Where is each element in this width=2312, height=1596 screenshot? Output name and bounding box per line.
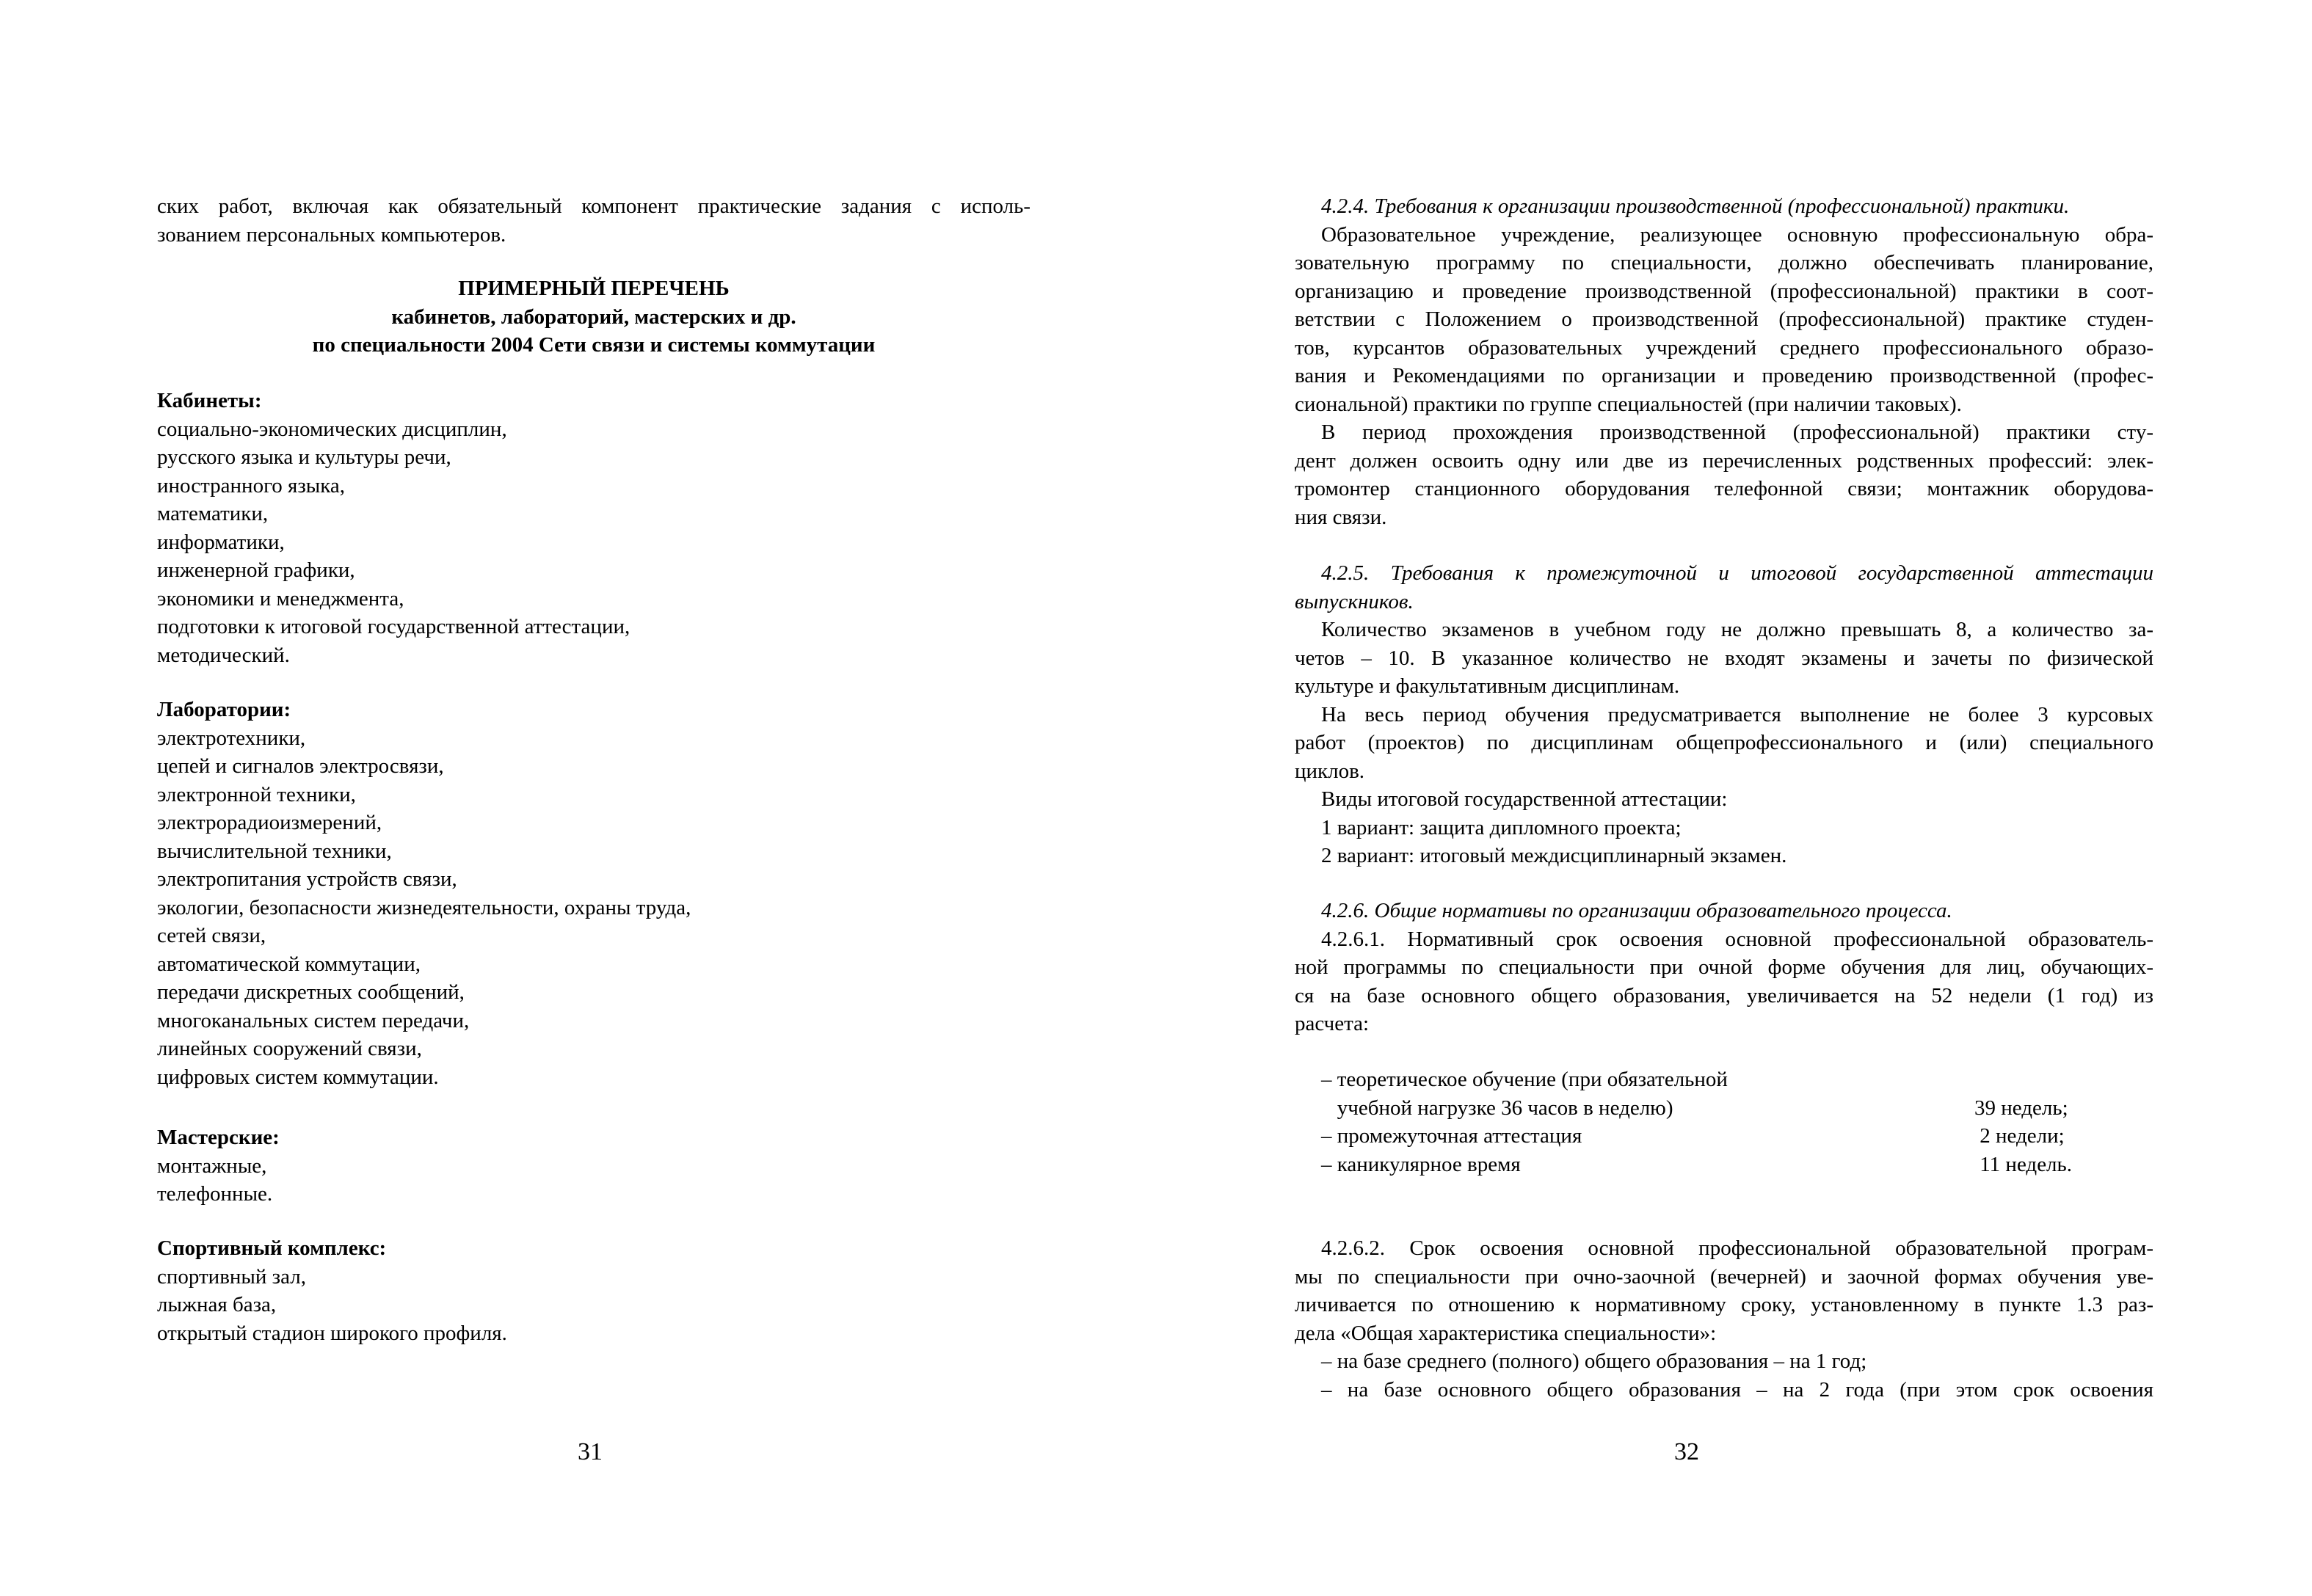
text-line: организацию и проведение производственной (профессиональной) практики в соот- [1295,279,2153,303]
list-item: экологии, безопасности жизнедеятельности, охраны труда, [157,895,691,919]
page-number: 31 [578,1438,603,1465]
section-4-2-6 [1295,897,2153,1038]
text-line: работ (проектов) по дисциплинам общепрофессионального и (или) специального [1295,731,2153,754]
text-line: ной программы по специальности при очной форме обучения для лиц, обучающих- [1295,955,2153,979]
norm-label: учебной нагрузке 36 часов в неделю) [1321,1096,1673,1120]
text-line: тромонтер станционного оборудования телефонной связи; монтажник оборудова- [1295,477,2153,500]
list-item: монтажные, [157,1154,267,1178]
list-item: подготовки к итоговой государственной аттестации, [157,615,630,638]
list-item: многоканальных систем передачи, [157,1008,470,1032]
section-heading: 4.2.4. Требования к организации производственной (профессиональной) практики. [1321,194,2070,218]
heading-subtitle: кабинетов, лабораторий, мастерских и др. [391,305,796,329]
list-item: линейных сооружений связи, [157,1037,422,1060]
list-item: методический. [157,643,290,667]
section-title: Лаборатории: [157,698,291,721]
text-line: Образовательное учреждение, реализующее основную профессиональную обра- [1321,222,2153,247]
text-line: сиональной) практики по группе специальностей (при наличии таковых). [1295,392,1962,416]
list-item: экономики и менеджмента, [157,586,404,611]
section-title: Мастерские: [157,1126,280,1149]
text-line: 1 вариант: защита дипломного проекта; [1321,815,1682,839]
section-4-2-6-2 [1295,1234,2153,1404]
text-line: культуре и факультативным дисциплинам. [1295,674,1680,698]
list-item: инженерной графики, [157,558,355,582]
section-heading: выпускников. [1295,589,1414,613]
section-sports [157,1234,1030,1347]
left-intro [157,192,1030,249]
text-line: расчета: [1295,1012,1370,1035]
section-labs [157,696,1030,1091]
list-item: вычислительной техники, [157,839,392,863]
norm-row [1321,1065,2092,1094]
list-item: электропитания устройств связи, [157,867,457,891]
section-heading: 4.2.5. Требования к промежуточной и итоговой государственной аттестации [1321,561,2153,585]
list-item: лыжная база, [157,1293,277,1316]
text-line: зовательную программу по специальности, должно обеспечивать планирование, [1295,251,2153,274]
list-item: социально-экономических дисциплин, [157,417,507,441]
list-item: цепей и сигналов электросвязи, [157,754,444,778]
text-line: циклов. [1295,759,1365,783]
list-item: передачи дискретных сообщений, [157,980,465,1004]
text-line: Количество экзаменов в учебном году не должно превышать 8, а количество за- [1321,618,2153,641]
list-item: цифровых систем коммутации. [157,1065,439,1089]
text-line: ся на базе основного общего образования, увеличивается на 52 недели (1 год) из [1295,983,2153,1007]
text-line: 4.2.6.1. Нормативный срок освоения основной профессиональной образователь- [1321,927,2153,951]
norm-row [1321,1094,2092,1123]
text-line: ветствии с Положением о производственной (профессиональной) практике студен- [1295,307,2153,331]
list-item: спортивный зал, [157,1264,306,1289]
page-number: 32 [1674,1438,1699,1465]
text-line: четов – 10. В указанное количество не входят экзамены и зачеты по физической [1295,646,2153,670]
intro-line-1: ских работ, включая как обязательный компонент практические задания с исполь- [157,194,1030,218]
text-line: вания и Рекомендациями по организации и проведению производственной (профес- [1295,364,2153,387]
list-item: электрорадиоизмерений, [157,811,382,834]
text-line: – на базе основного общего образования – на 2 года (при этом срок освоения [1321,1377,2153,1402]
norm-value: 2 недели; [1974,1124,2065,1148]
norm-row [1321,1122,2092,1151]
section-4-2-5 [1295,559,2153,870]
text-line: личивается по отношению к нормативному сроку, установленному в пункте 1.3 раз- [1295,1293,2153,1316]
text-line: На весь период обучения предусматривается выполнение не более 3 курсовых [1321,702,2153,726]
list-item: математики, [157,502,269,525]
list-item: иностранного языка, [157,473,346,498]
list-item: открытый стадион широкого профиля. [157,1321,507,1345]
text-line: ния связи. [1295,505,1387,529]
norm-label: – теоретическое обучение (при обязательной [1321,1068,1728,1091]
norms-table [1321,1065,2092,1178]
intro-line-2: зованием персональных компьютеров. [157,222,506,247]
text-line: 4.2.6.2. Срок освоения основной профессиональной образовательной програм- [1321,1236,2153,1260]
section-title: Спортивный комплекс: [157,1236,387,1260]
list-item: сетей связи, [157,924,266,947]
list-item: телефонные. [157,1182,273,1206]
text-line: дент должен освоить одну или две из перечисленных родственных профессий: элек- [1295,448,2153,473]
text-line: мы по специальности при очно-заочной (вечерней) и заочной формах обучения уве- [1295,1264,2153,1289]
section-cabinets [157,387,1030,669]
section-title: Кабинеты: [157,389,262,412]
text-line: тов, курсантов образовательных учреждений среднего профессионального образо- [1295,335,2153,360]
list-heading [157,274,1030,360]
section-4-2-4 [1295,192,2153,531]
text-line: В период прохождения производственной (профессиональной) практики сту- [1321,420,2153,444]
text-line: – на базе среднего (полного) общего образования – на 1 год; [1321,1349,1867,1373]
list-item: русского языка и культуры речи, [157,445,451,469]
section-workshops [157,1123,1030,1209]
text-line: 2 вариант: итоговый междисциплинарный экзамен. [1321,844,1787,867]
text-line: Виды итоговой государственной аттестации: [1321,787,1728,811]
norm-value: 11 недель. [1974,1152,2073,1176]
heading-title: ПРИМЕРНЫЙ ПЕРЕЧЕНЬ [458,277,730,300]
text-line: дела «Общая характеристика специальности»: [1295,1321,1717,1345]
norm-value: 39 недель; [1974,1096,2068,1120]
list-item: электротехники, [157,726,306,750]
section-heading: 4.2.6. Общие нормативы по организации образовательного процесса. [1321,899,1952,922]
heading-specialty: по специальности 2004 Сети связи и системы коммутации [312,333,876,357]
list-item: электронной техники, [157,782,356,806]
list-item: информатики, [157,530,285,554]
norm-label: – промежуточная аттестация [1321,1124,1582,1148]
norm-row [1321,1151,2092,1179]
list-item: автоматической коммутации, [157,952,421,976]
norm-label: – каникулярное время [1321,1152,1521,1176]
